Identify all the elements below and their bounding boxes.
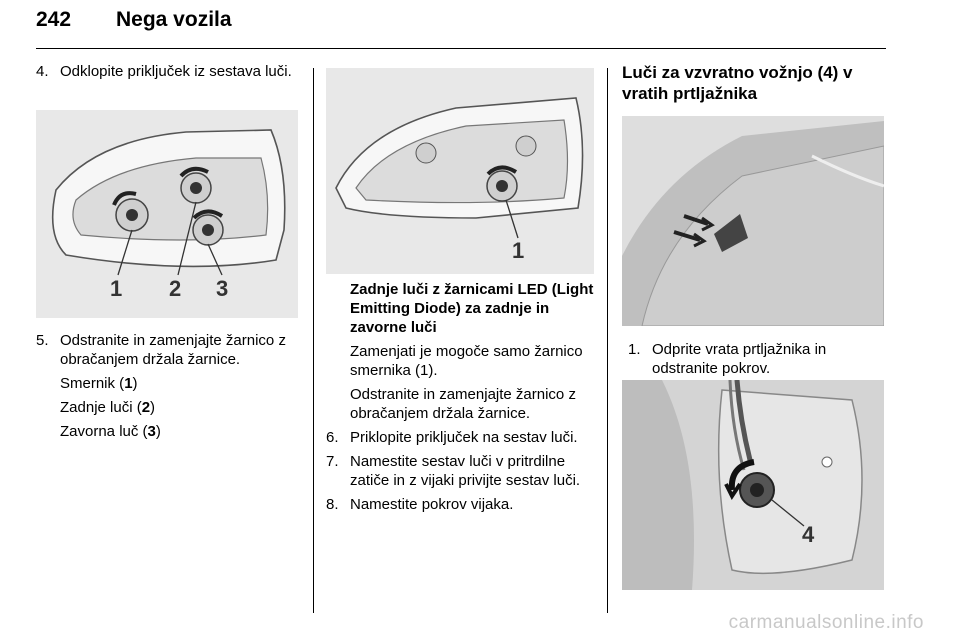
step-number: 5. [36,332,49,349]
section-heading: Luči za vzvratno vožnjo (4) v vratih prtljažnika [622,63,853,103]
column-divider-1 [313,68,314,613]
fig4-label-4: 4 [802,522,815,547]
led-note-1: Zamenjati je mogoče samo žarnico smernika (1). [350,343,583,379]
tailgate-illustration [622,116,884,326]
fig1-label-3: 3 [216,276,229,301]
step-6 [326,428,598,447]
fig1-label-2: 2 [169,276,182,301]
bulb-item-tail-light: Zadnje luči (2) [60,399,156,416]
page-header [36,8,886,52]
step-number: 6. [326,429,339,446]
step-5 [36,331,302,369]
led-note-2: Odstranite in zamenjajte žarnico z obračanjem držala žarnice. [350,386,576,422]
led-tail-lamp-figure [326,68,594,274]
column-1 [36,62,302,81]
step-4 [36,62,302,81]
step-text: Odprite vrata prtljažnika in odstranite pokrov. [652,341,827,377]
led-lamp-illustration [326,68,594,274]
column-3-step [622,340,888,378]
led-section-title: Zadnje luči z žarnicami LED (Light Emitting Diode) za zadnje in zavorne luči [350,281,594,336]
reverse-lamp-bulb-figure [622,380,884,590]
step-number: 8. [326,496,339,513]
tail-lamp-bulbs-figure [36,110,298,318]
bulb-item-turn-signal: Smernik (1) [60,375,138,392]
page-number: 242 [36,8,72,31]
step-text: Priklopite priključek na sestav luči. [350,429,578,446]
step-1 [622,340,888,378]
column-divider-2 [607,68,608,613]
step-number: 1. [628,341,641,358]
watermark: carmanualsonline.info [728,612,924,633]
tailgate-figure [622,116,884,326]
step-number: 7. [326,453,339,470]
step-number: 4. [36,63,49,80]
column-2 [326,280,598,514]
step-text: Odstranite in zamenjajte žarnico z obračanjem držala žarnice. [60,332,286,368]
step-text: Namestite sestav luči v pritrdilne zatiče in z vijaki privijte sestav luči. [350,453,581,489]
chapter-title: Nega vozila [116,8,232,31]
bulb-item-brake-light: Zavorna luč (3) [60,423,161,440]
reverse-lamp-illustration [622,380,884,590]
tail-lamp-illustration [36,110,298,318]
step-text: Odklopite priključek iz sestava luči. [60,63,292,80]
step-7 [326,452,598,490]
fig2-label-1: 1 [512,238,525,263]
column-1-lower [36,331,302,441]
step-8 [326,495,598,514]
header-rule [36,48,886,49]
step-text: Namestite pokrov vijaka. [350,496,514,513]
fig1-label-1: 1 [110,276,123,301]
column-3 [622,62,888,104]
